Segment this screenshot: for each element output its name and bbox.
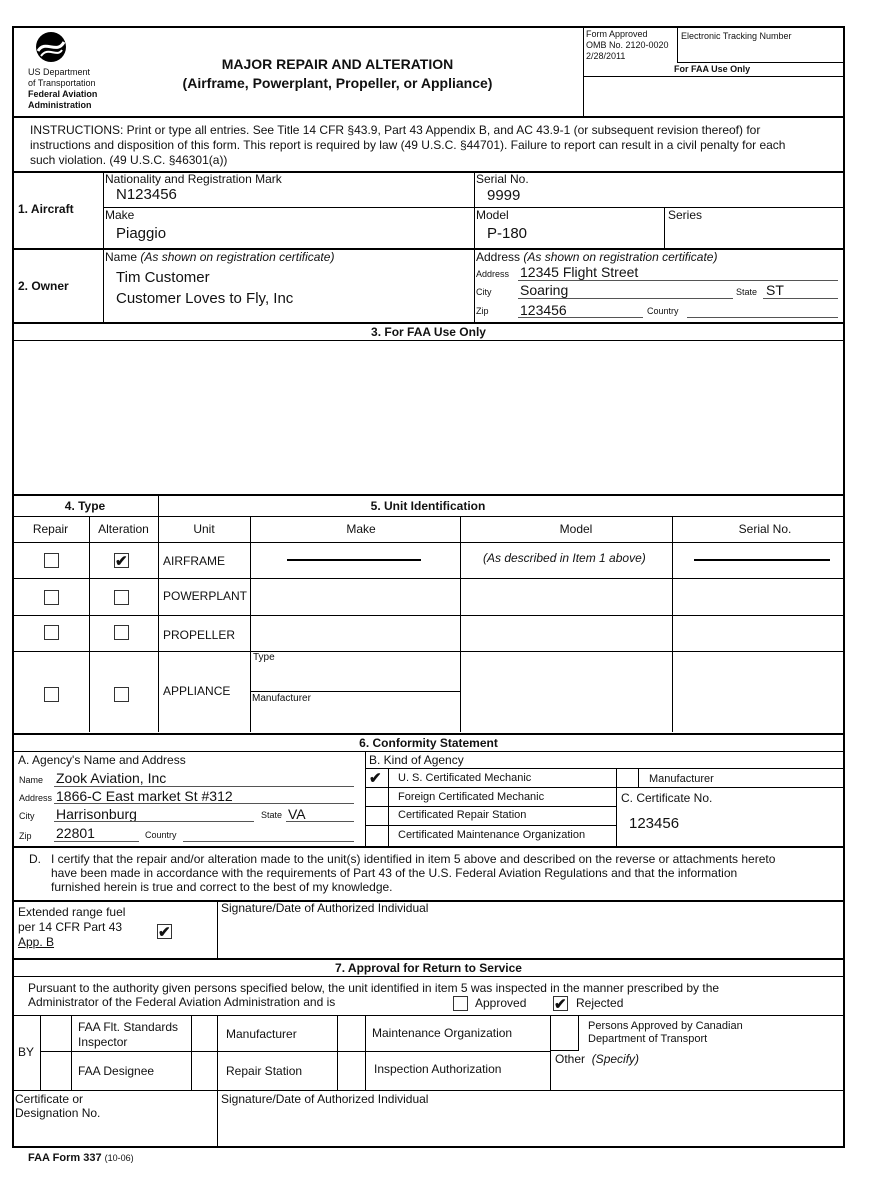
approved-label: Approved: [475, 996, 527, 1010]
footer-form-number: FAA Form 337 (10-06): [28, 1152, 134, 1164]
repair-header: Repair: [32, 522, 69, 536]
approved-checkbox[interactable]: [453, 996, 468, 1011]
appliance-repair-checkbox[interactable]: [44, 687, 59, 702]
approval-other: Other (Specify): [555, 1052, 640, 1066]
canadian-line-1: Persons Approved by Canadian: [588, 1020, 743, 1032]
appliance-label: APPLIANCE: [163, 684, 231, 698]
owner-address-value[interactable]: 12345 Flight Street: [520, 264, 639, 280]
agency-state-value[interactable]: VA: [288, 806, 306, 822]
airframe-serial-dash: [694, 559, 830, 561]
approval-cert-line-1: Certificate or: [15, 1092, 84, 1106]
powerplant-alteration-checkbox[interactable]: [114, 590, 129, 605]
agency-zip-label: Zip: [19, 831, 32, 841]
agency-city-label: City: [19, 811, 35, 821]
approval-inspection-auth: Inspection Authorization: [374, 1062, 502, 1076]
repair-station-checkbox[interactable]: [192, 1052, 217, 1090]
kind-us-mechanic: U. S. Certificated Mechanic: [398, 772, 532, 784]
owner-name-label: Name (As shown on registration certificate): [105, 250, 335, 264]
form-subtitle: (Airframe, Powerplant, Propeller, or Appliance): [182, 75, 493, 91]
certify-d-label: D.: [29, 852, 41, 866]
airframe-make-dash: [287, 559, 421, 561]
conformity-signature-field[interactable]: [219, 916, 843, 956]
model-header: Model: [559, 522, 593, 536]
unit-id-title: 5. Unit Identification: [370, 499, 486, 513]
nat-reg-value[interactable]: N123456: [116, 186, 177, 203]
ext-range-check-icon: ✔: [158, 924, 171, 941]
approval-faa-designee: FAA Designee: [78, 1064, 155, 1078]
owner-state-value[interactable]: ST: [766, 282, 784, 298]
propeller-label: PROPELLER: [163, 628, 236, 642]
omb-date: 2/28/2011: [586, 51, 626, 61]
faa-inspector-checkbox[interactable]: [41, 1016, 71, 1051]
by-label: BY: [18, 1045, 35, 1059]
kind-foreign-mechanic: Foreign Certificated Mechanic: [398, 791, 545, 803]
owner-addr-small-label: Address: [476, 269, 510, 279]
rejected-label: Rejected: [576, 996, 624, 1010]
maintenance-org-checkbox[interactable]: [338, 1016, 365, 1051]
agency-state-label: State: [261, 810, 283, 820]
faa-use-area[interactable]: [14, 341, 843, 493]
agency-address-label: Address: [19, 793, 53, 803]
owner-city-label: City: [476, 287, 492, 297]
alteration-header: Alteration: [98, 522, 149, 536]
approval-manufacturer: Manufacturer: [226, 1027, 297, 1041]
instructions-line-1: INSTRUCTIONS: Print or type all entries. See Title 14 CFR §43.9, Part 43 Appendix B, and AC 43.9-1 (or subsequent revision thereof) for: [30, 123, 761, 137]
nat-reg-label: Nationality and Registration Mark: [105, 172, 282, 186]
agency-name-value[interactable]: Zook Aviation, Inc: [56, 770, 167, 786]
dot-logo: [35, 31, 67, 63]
instructions-line-2: instructions and disposition of this form. This report is required by law (49 U.S.C. §44701). Failure to report can result in a civil penalty for each: [30, 138, 786, 152]
faa-use-only-label: For FAA Use Only: [674, 64, 751, 74]
serial-label: Serial No.: [476, 172, 529, 186]
dept-line-4: Administration: [28, 100, 92, 110]
approval-cert-line-2: Designation No.: [15, 1106, 101, 1120]
make-header: Make: [346, 522, 376, 536]
rejected-check-icon: ✔: [554, 996, 567, 1013]
unit-header: Unit: [193, 522, 215, 536]
canadian-checkbox[interactable]: [551, 1016, 578, 1050]
powerplant-label: POWERPLANT: [163, 589, 248, 603]
approval-maintenance-org: Maintenance Organization: [372, 1026, 513, 1040]
approval-signature-label: Signature/Date of Authorized Individual: [221, 1092, 429, 1106]
agency-name-label: Name: [19, 775, 44, 785]
approval-line-1: Pursuant to the authority given persons specified below, the unit identified in item 5 was inspected in the manner prescribed by the: [28, 981, 720, 995]
certify-line-2: have been made in accordance with the requirements of Part 43 of the U.S. Federal Aviation Regulations and that the information: [51, 866, 738, 880]
conformity-signature-label: Signature/Date of Authorized Individual: [221, 901, 429, 915]
inspection-auth-checkbox[interactable]: [338, 1052, 365, 1090]
approval-title: 7. Approval for Return to Service: [335, 961, 522, 975]
airframe-alteration-check-icon: ✔: [115, 553, 128, 570]
agency-zip-value[interactable]: 22801: [56, 825, 95, 841]
series-label: Series: [668, 208, 703, 222]
kind-maintenance-org: Certificated Maintenance Organization: [398, 829, 586, 841]
agency-address-value[interactable]: 1866-C East market St #312: [56, 788, 233, 804]
approval-cert-field[interactable]: [14, 1121, 216, 1146]
propeller-repair-checkbox[interactable]: [44, 625, 59, 640]
omb-number: OMB No. 2120-0020: [586, 40, 669, 50]
type-title: 4. Type: [64, 499, 106, 513]
faa-inspector-line-2: Inspector: [78, 1035, 128, 1049]
certificate-no-label: C. Certificate No.: [621, 791, 713, 805]
serial-header: Serial No.: [738, 522, 792, 536]
agency-label: A. Agency's Name and Address: [18, 753, 186, 767]
powerplant-repair-checkbox[interactable]: [44, 590, 59, 605]
appliance-manufacturer-label: Manufacturer: [252, 693, 311, 704]
us-mechanic-check-icon[interactable]: ✔: [369, 770, 382, 787]
owner-name-line-1[interactable]: Tim Customer: [116, 269, 210, 286]
kind-manufacturer: Manufacturer: [649, 773, 714, 785]
kind-repair-station: Certificated Repair Station: [398, 809, 527, 821]
propeller-alteration-checkbox[interactable]: [114, 625, 129, 640]
faa-use-title: 3. For FAA Use Only: [371, 325, 486, 339]
approval-signature-field[interactable]: [219, 1107, 843, 1146]
approval-repair-station: Repair Station: [226, 1064, 303, 1078]
dept-line-3: Federal Aviation: [28, 89, 98, 99]
owner-city-value[interactable]: Soaring: [520, 282, 569, 298]
ext-range-line-2: per 14 CFR Part 43: [18, 920, 123, 934]
tracking-label: Electronic Tracking Number: [681, 31, 792, 41]
owner-country-label: Country: [647, 306, 679, 316]
certificate-no-value[interactable]: 123456: [629, 815, 680, 832]
faa-designee-checkbox[interactable]: [41, 1052, 71, 1090]
airframe-repair-checkbox[interactable]: [44, 553, 59, 568]
make-label: Make: [105, 208, 135, 222]
manufacturer-checkbox[interactable]: [192, 1016, 217, 1051]
owner-zip-label: Zip: [476, 306, 489, 316]
kind-of-agency-label: B. Kind of Agency: [369, 753, 464, 767]
owner-address-label: Address (As shown on registration certificate): [476, 250, 718, 264]
faa-inspector-line-1: FAA Flt. Standards: [78, 1020, 179, 1034]
dept-line-2: of Transportation: [28, 78, 96, 88]
agency-city-value[interactable]: Harrisonburg: [56, 806, 137, 822]
approval-line-2: Administrator of the Federal Aviation Administration and is: [28, 995, 336, 1009]
serial-value[interactable]: 9999: [487, 187, 521, 204]
airframe-model-note: (As described in Item 1 above): [483, 551, 646, 565]
make-value[interactable]: Piaggio: [116, 225, 167, 242]
ext-range-line-3: App. B: [18, 935, 55, 949]
certify-line-3: furnished herein is true and correct to the best of my knowledge.: [51, 880, 393, 894]
owner-name-line-2[interactable]: Customer Loves to Fly, Inc: [116, 290, 294, 307]
form-approved: Form Approved: [586, 29, 648, 39]
appliance-alteration-checkbox[interactable]: [114, 687, 129, 702]
certify-line-1: I certify that the repair and/or alteration made to the unit(s) identified in item 5 above and described on the reverse or attachments hereto: [51, 852, 776, 866]
owner-state-label: State: [736, 287, 758, 297]
canadian-line-2: Department of Transport: [588, 1033, 708, 1045]
appliance-type-label: Type: [253, 652, 275, 663]
ext-range-line-1: Extended range fuel: [18, 905, 126, 919]
owner-section-label: 2. Owner: [18, 279, 69, 293]
instructions-line-3: such violation. (49 U.S.C. §46301(a)): [30, 153, 228, 167]
aircraft-section-label: 1. Aircraft: [18, 202, 74, 216]
agency-country-label: Country: [145, 830, 177, 840]
model-value[interactable]: P-180: [487, 225, 528, 242]
model-label: Model: [476, 208, 509, 222]
airframe-label: AIRFRAME: [163, 554, 226, 568]
owner-zip-value[interactable]: 123456: [520, 302, 567, 318]
form-title: MAJOR REPAIR AND ALTERATION: [221, 56, 454, 72]
dept-line-1: US Department: [28, 67, 91, 77]
conformity-title: 6. Conformity Statement: [359, 736, 498, 750]
